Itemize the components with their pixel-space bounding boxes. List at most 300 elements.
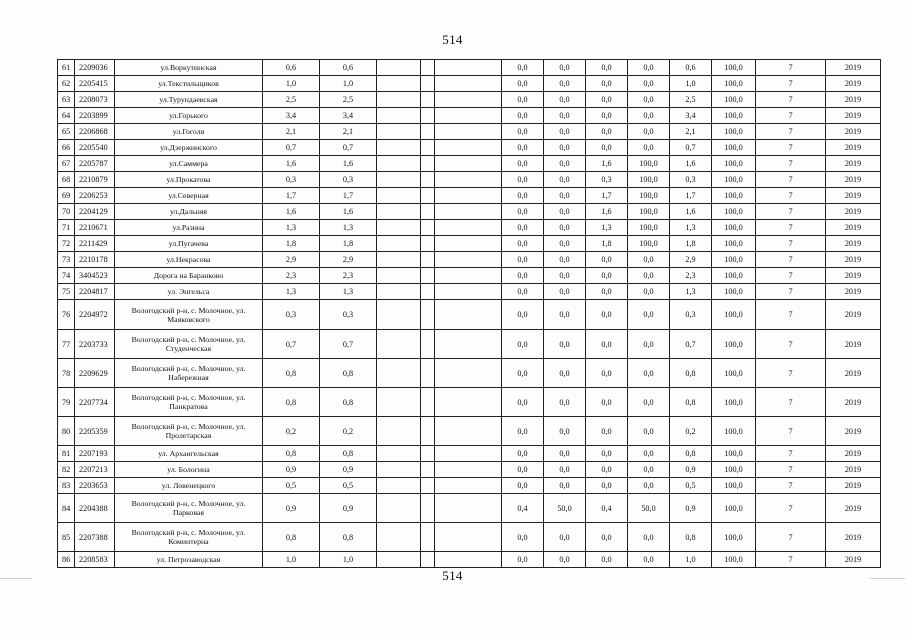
table-cell: Дорога на Баранково (115, 268, 263, 284)
table-cell: 2208583 (75, 552, 115, 568)
table-cell: 2203733 (75, 330, 115, 359)
table-cell (435, 284, 502, 300)
table-row (58, 124, 881, 140)
table-cell: 65 (58, 124, 75, 140)
table-cell: 0,0 (544, 388, 586, 417)
table-cell: 2019 (826, 417, 881, 446)
table-cell: 72 (58, 236, 75, 252)
table-cell: 0,0 (502, 76, 544, 92)
table-cell: 100,0 (628, 220, 670, 236)
table-cell: 1,6 (263, 156, 320, 172)
table-cell: 78 (58, 359, 75, 388)
table-cell (435, 252, 502, 268)
table-cell: 0,0 (586, 446, 628, 462)
page-number-top: 514 (442, 32, 463, 47)
table-cell: 0,8 (670, 359, 712, 388)
table-cell (435, 124, 502, 140)
table-cell: 0,0 (544, 236, 586, 252)
table-cell: Вологодский р-н, с. Молочное, ул. Панкратова (115, 388, 263, 417)
table-cell: 0,0 (586, 140, 628, 156)
table-cell (421, 446, 435, 462)
table-cell: 0,0 (544, 140, 586, 156)
table-cell: 2203899 (75, 108, 115, 124)
table-cell: 2205415 (75, 76, 115, 92)
table-cell: 0,9 (670, 494, 712, 523)
table-cell (435, 268, 502, 284)
table-cell: 0,0 (502, 268, 544, 284)
table-cell: 7 (756, 252, 826, 268)
table-cell: 7 (756, 76, 826, 92)
table-cell: 2204817 (75, 284, 115, 300)
table-cell: 0,7 (263, 140, 320, 156)
table-cell: 0,0 (628, 284, 670, 300)
table-cell (421, 300, 435, 330)
table-cell: ул. Архангельская (115, 446, 263, 462)
table-cell: 0,5 (320, 478, 377, 494)
table-cell: 0,9 (670, 462, 712, 478)
table-cell (377, 284, 421, 300)
table-cell (421, 108, 435, 124)
table-cell: 50,0 (628, 494, 670, 523)
table-cell: 2205359 (75, 417, 115, 446)
table-cell (435, 92, 502, 108)
table-cell: 82 (58, 462, 75, 478)
table-cell: 0,0 (544, 92, 586, 108)
table-cell: 2,3 (320, 268, 377, 284)
table-row (58, 236, 881, 252)
table-cell: 0,3 (263, 172, 320, 188)
table-cell: 0,7 (320, 140, 377, 156)
table-row (58, 268, 881, 284)
table-cell: 2019 (826, 220, 881, 236)
table-cell: 0,9 (320, 494, 377, 523)
table-cell: 100,0 (712, 124, 756, 140)
table-cell (421, 236, 435, 252)
table-cell: Вологодский р-н, с. Молочное, ул. Коминтерна (115, 523, 263, 552)
table-cell: 81 (58, 446, 75, 462)
table-cell (421, 284, 435, 300)
table-cell (421, 188, 435, 204)
table-cell: 0,0 (586, 552, 628, 568)
table-cell: 100,0 (712, 446, 756, 462)
table-row (58, 478, 881, 494)
table-cell: 0,6 (670, 60, 712, 76)
table-cell: 0,8 (263, 446, 320, 462)
table-cell: 7 (756, 268, 826, 284)
table-cell: 100,0 (712, 236, 756, 252)
table-cell: 0,6 (263, 60, 320, 76)
table-cell (377, 494, 421, 523)
table-row (58, 76, 881, 92)
table-cell (421, 252, 435, 268)
table-cell: 0,0 (586, 60, 628, 76)
table-cell: 0,0 (586, 478, 628, 494)
table-cell: 1,0 (263, 552, 320, 568)
table-cell: 2,9 (263, 252, 320, 268)
table-cell (435, 478, 502, 494)
table-row (58, 417, 881, 446)
table-cell: 0,8 (263, 523, 320, 552)
table-cell: 0,0 (544, 478, 586, 494)
table-cell: 0,0 (586, 417, 628, 446)
table-cell: 2209629 (75, 359, 115, 388)
table-cell: 2,1 (320, 124, 377, 140)
table-cell: 2019 (826, 188, 881, 204)
table-cell: 0,0 (628, 124, 670, 140)
table-cell: 0,0 (544, 60, 586, 76)
table-cell: 84 (58, 494, 75, 523)
table-cell: 0,8 (263, 388, 320, 417)
table-cell: 0,0 (544, 552, 586, 568)
table-cell: 7 (756, 172, 826, 188)
table-cell: ул.Дальняя (115, 204, 263, 220)
table-cell: 63 (58, 92, 75, 108)
table-cell: 2019 (826, 124, 881, 140)
table-cell: 1,6 (670, 156, 712, 172)
table-cell: 100,0 (712, 188, 756, 204)
table-cell: 2207734 (75, 388, 115, 417)
table-cell (377, 204, 421, 220)
table-cell: 0,8 (670, 523, 712, 552)
table-cell (377, 252, 421, 268)
table-cell: 0,0 (502, 92, 544, 108)
table-cell: 7 (756, 494, 826, 523)
table-cell: 7 (756, 156, 826, 172)
table-cell: 0,0 (502, 188, 544, 204)
table-cell: 1,8 (586, 236, 628, 252)
table-cell: 0,0 (544, 252, 586, 268)
table-cell: 0,0 (502, 446, 544, 462)
table-cell: 2,5 (263, 92, 320, 108)
table-cell: 0,0 (544, 330, 586, 359)
table-cell: 2019 (826, 284, 881, 300)
table-cell (421, 92, 435, 108)
table-cell: 0,0 (502, 388, 544, 417)
table-cell: 62 (58, 76, 75, 92)
table-cell: 2019 (826, 494, 881, 523)
table-cell: 0,0 (502, 140, 544, 156)
table-cell (421, 417, 435, 446)
table-cell: Вологодский р-н, с. Молочное, ул. Парковая (115, 494, 263, 523)
table-cell (435, 388, 502, 417)
table-row (58, 220, 881, 236)
table-cell: 0,0 (586, 462, 628, 478)
table-cell (421, 552, 435, 568)
table-cell: 1,8 (263, 236, 320, 252)
table-row (58, 300, 881, 330)
table-row (58, 284, 881, 300)
table-cell: 2211429 (75, 236, 115, 252)
table-cell: 0,3 (670, 172, 712, 188)
table-cell (377, 300, 421, 330)
table-cell: 3,4 (670, 108, 712, 124)
table-cell: 0,0 (586, 124, 628, 140)
table-cell: 7 (756, 330, 826, 359)
table-cell: 2210879 (75, 172, 115, 188)
table-cell: 0,8 (320, 388, 377, 417)
table-cell: 0,0 (544, 446, 586, 462)
table-cell: 1,8 (670, 236, 712, 252)
table-cell: 0,0 (586, 252, 628, 268)
table-cell: 0,0 (628, 462, 670, 478)
table-cell: 1,0 (263, 76, 320, 92)
table-cell: 85 (58, 523, 75, 552)
table-cell: 0,5 (670, 478, 712, 494)
table-cell (435, 359, 502, 388)
table-cell: 0,0 (586, 268, 628, 284)
table-cell: 7 (756, 284, 826, 300)
table-cell: 2019 (826, 359, 881, 388)
table-cell: 0,0 (628, 140, 670, 156)
table-cell: 0,0 (586, 359, 628, 388)
table-cell: 7 (756, 552, 826, 568)
table-cell (421, 523, 435, 552)
table-cell: 0,0 (628, 76, 670, 92)
table-cell: 0,0 (502, 60, 544, 76)
table-cell (377, 236, 421, 252)
table-cell (421, 76, 435, 92)
table-cell: 0,0 (544, 124, 586, 140)
table-cell (377, 172, 421, 188)
table-cell: 1,3 (320, 284, 377, 300)
table-cell: 3404523 (75, 268, 115, 284)
table-cell: 1,7 (263, 188, 320, 204)
table-cell: 0,8 (320, 359, 377, 388)
table-cell: 74 (58, 268, 75, 284)
table-cell: 2019 (826, 92, 881, 108)
table-cell: 2019 (826, 204, 881, 220)
table-cell (435, 156, 502, 172)
table-cell: 77 (58, 330, 75, 359)
table-cell: 100,0 (712, 268, 756, 284)
table-cell (435, 494, 502, 523)
table-row (58, 188, 881, 204)
table-cell: 83 (58, 478, 75, 494)
table-cell: 2207193 (75, 446, 115, 462)
table-cell: 0,3 (670, 300, 712, 330)
table-cell: 0,8 (263, 359, 320, 388)
table-cell: 66 (58, 140, 75, 156)
table-cell (377, 140, 421, 156)
table-cell: 2,9 (320, 252, 377, 268)
table-cell: 100,0 (628, 188, 670, 204)
table-cell: 7 (756, 478, 826, 494)
table-cell: 0,0 (544, 188, 586, 204)
table-cell: 2,3 (263, 268, 320, 284)
table-cell: 0,0 (628, 108, 670, 124)
table-cell: 2203653 (75, 478, 115, 494)
table-cell: ул.Дзержинского (115, 140, 263, 156)
table-cell: 100,0 (628, 156, 670, 172)
table-cell: 2204388 (75, 494, 115, 523)
table-cell: 0,0 (502, 236, 544, 252)
table-row (58, 359, 881, 388)
table-row (58, 92, 881, 108)
table-cell (435, 172, 502, 188)
table-cell: 7 (756, 300, 826, 330)
table-cell: 0,0 (628, 330, 670, 359)
table-row (58, 172, 881, 188)
table-cell (421, 220, 435, 236)
table-cell: ул. Бологина (115, 462, 263, 478)
table-cell: 2019 (826, 236, 881, 252)
table-cell: 2210178 (75, 252, 115, 268)
table-cell: 0,8 (320, 446, 377, 462)
table-row (58, 388, 881, 417)
table-cell (421, 478, 435, 494)
table-cell: 100,0 (712, 172, 756, 188)
table-cell: 100,0 (712, 140, 756, 156)
table-cell: 1,7 (320, 188, 377, 204)
table-cell (377, 108, 421, 124)
table-cell: ул.Гоголя (115, 124, 263, 140)
table-cell (377, 523, 421, 552)
table-cell: 0,3 (320, 172, 377, 188)
table-cell (421, 494, 435, 523)
table-cell: 100,0 (712, 76, 756, 92)
table-cell: 1,3 (263, 220, 320, 236)
table-cell: 2019 (826, 330, 881, 359)
table-cell: 0,4 (502, 494, 544, 523)
table-cell (421, 172, 435, 188)
table-cell: 2208073 (75, 92, 115, 108)
table-cell: 2019 (826, 478, 881, 494)
table-cell: 0,0 (544, 204, 586, 220)
table-cell: 2019 (826, 268, 881, 284)
table-cell (377, 446, 421, 462)
table-cell: 0,0 (586, 300, 628, 330)
table-cell: 61 (58, 60, 75, 76)
table-cell: 0,0 (502, 523, 544, 552)
table-cell: 2204129 (75, 204, 115, 220)
table-cell: 7 (756, 188, 826, 204)
table-cell: 1,6 (320, 156, 377, 172)
table-cell: 68 (58, 172, 75, 188)
table-cell: 1,0 (320, 76, 377, 92)
table-cell: 7 (756, 523, 826, 552)
table-cell (421, 60, 435, 76)
table-cell (435, 60, 502, 76)
table-cell: ул.Прокатова (115, 172, 263, 188)
table-cell: 100,0 (712, 284, 756, 300)
table-cell: ул.Северная (115, 188, 263, 204)
table-cell: 2,9 (670, 252, 712, 268)
table-cell: 7 (756, 359, 826, 388)
table-cell: 0,0 (586, 92, 628, 108)
table-cell: 0,0 (544, 462, 586, 478)
table-cell: 1,6 (263, 204, 320, 220)
table-cell: 86 (58, 552, 75, 568)
table-cell (421, 156, 435, 172)
table-cell: 1,6 (320, 204, 377, 220)
table-cell (421, 388, 435, 417)
table-cell: 7 (756, 204, 826, 220)
table-cell: 2209036 (75, 60, 115, 76)
table-cell: 100,0 (712, 330, 756, 359)
table-cell: 0,0 (502, 284, 544, 300)
table-cell: 0,0 (586, 108, 628, 124)
table-cell: 0,8 (670, 446, 712, 462)
table-cell: 1,3 (586, 220, 628, 236)
table-cell: 0,0 (502, 462, 544, 478)
table-cell (435, 220, 502, 236)
table-cell (435, 76, 502, 92)
table-cell: 0,6 (320, 60, 377, 76)
table-cell: 2207213 (75, 462, 115, 478)
table-cell: Вологодский р-н, с. Молочное, ул. Студенческая (115, 330, 263, 359)
table-cell: 2,3 (670, 268, 712, 284)
table-cell: 2206868 (75, 124, 115, 140)
table-cell: ул.Разина (115, 220, 263, 236)
table-cell: 0,0 (586, 330, 628, 359)
table-cell: ул. Петрозаводская (115, 552, 263, 568)
page-number-bottom: 514 (442, 568, 463, 583)
table-cell: 0,0 (502, 552, 544, 568)
table-cell: 2,5 (670, 92, 712, 108)
table-cell: 3,4 (263, 108, 320, 124)
table-cell: 1,6 (586, 204, 628, 220)
table-cell: 100,0 (712, 108, 756, 124)
table-row (58, 523, 881, 552)
table-cell: 100,0 (712, 60, 756, 76)
table-cell: 0,0 (502, 300, 544, 330)
table-cell: 0,2 (263, 417, 320, 446)
table-cell: 0,0 (544, 156, 586, 172)
table-cell: 0,0 (628, 359, 670, 388)
table-cell: 0,0 (628, 446, 670, 462)
table-cell: 0,0 (502, 359, 544, 388)
table-cell: 0,0 (544, 268, 586, 284)
table-cell: 0,0 (502, 330, 544, 359)
table-cell: 7 (756, 220, 826, 236)
table-cell: 2019 (826, 462, 881, 478)
table-row (58, 252, 881, 268)
table-cell (421, 268, 435, 284)
table-cell (435, 236, 502, 252)
table-cell: ул. Энгельса (115, 284, 263, 300)
table-cell: 0,0 (544, 172, 586, 188)
table-cell (421, 359, 435, 388)
table-cell: 0,3 (263, 300, 320, 330)
table-cell: 0,0 (628, 478, 670, 494)
table-cell: 0,0 (586, 76, 628, 92)
table-cell: 0,0 (628, 268, 670, 284)
table-cell: 0,0 (586, 523, 628, 552)
table-cell: 50,0 (544, 494, 586, 523)
table-cell (435, 204, 502, 220)
table-cell: 7 (756, 108, 826, 124)
table-cell: 2019 (826, 108, 881, 124)
table-cell (435, 108, 502, 124)
table-cell (421, 462, 435, 478)
table-cell: 0,0 (544, 300, 586, 330)
table-cell: 1,3 (670, 220, 712, 236)
table-cell: 100,0 (712, 462, 756, 478)
table-cell: Вологодский р-н, с. Молочное, ул. Набережная (115, 359, 263, 388)
table-cell (435, 188, 502, 204)
table-cell: 0,0 (502, 124, 544, 140)
table-cell: 7 (756, 236, 826, 252)
table-cell: 100,0 (712, 92, 756, 108)
table-cell: 100,0 (712, 523, 756, 552)
table-cell: 100,0 (712, 417, 756, 446)
table-cell: 2207388 (75, 523, 115, 552)
table-cell: 70 (58, 204, 75, 220)
table-cell: 0,0 (628, 388, 670, 417)
table-cell: 0,0 (628, 252, 670, 268)
table-cell (421, 204, 435, 220)
table-cell (435, 446, 502, 462)
